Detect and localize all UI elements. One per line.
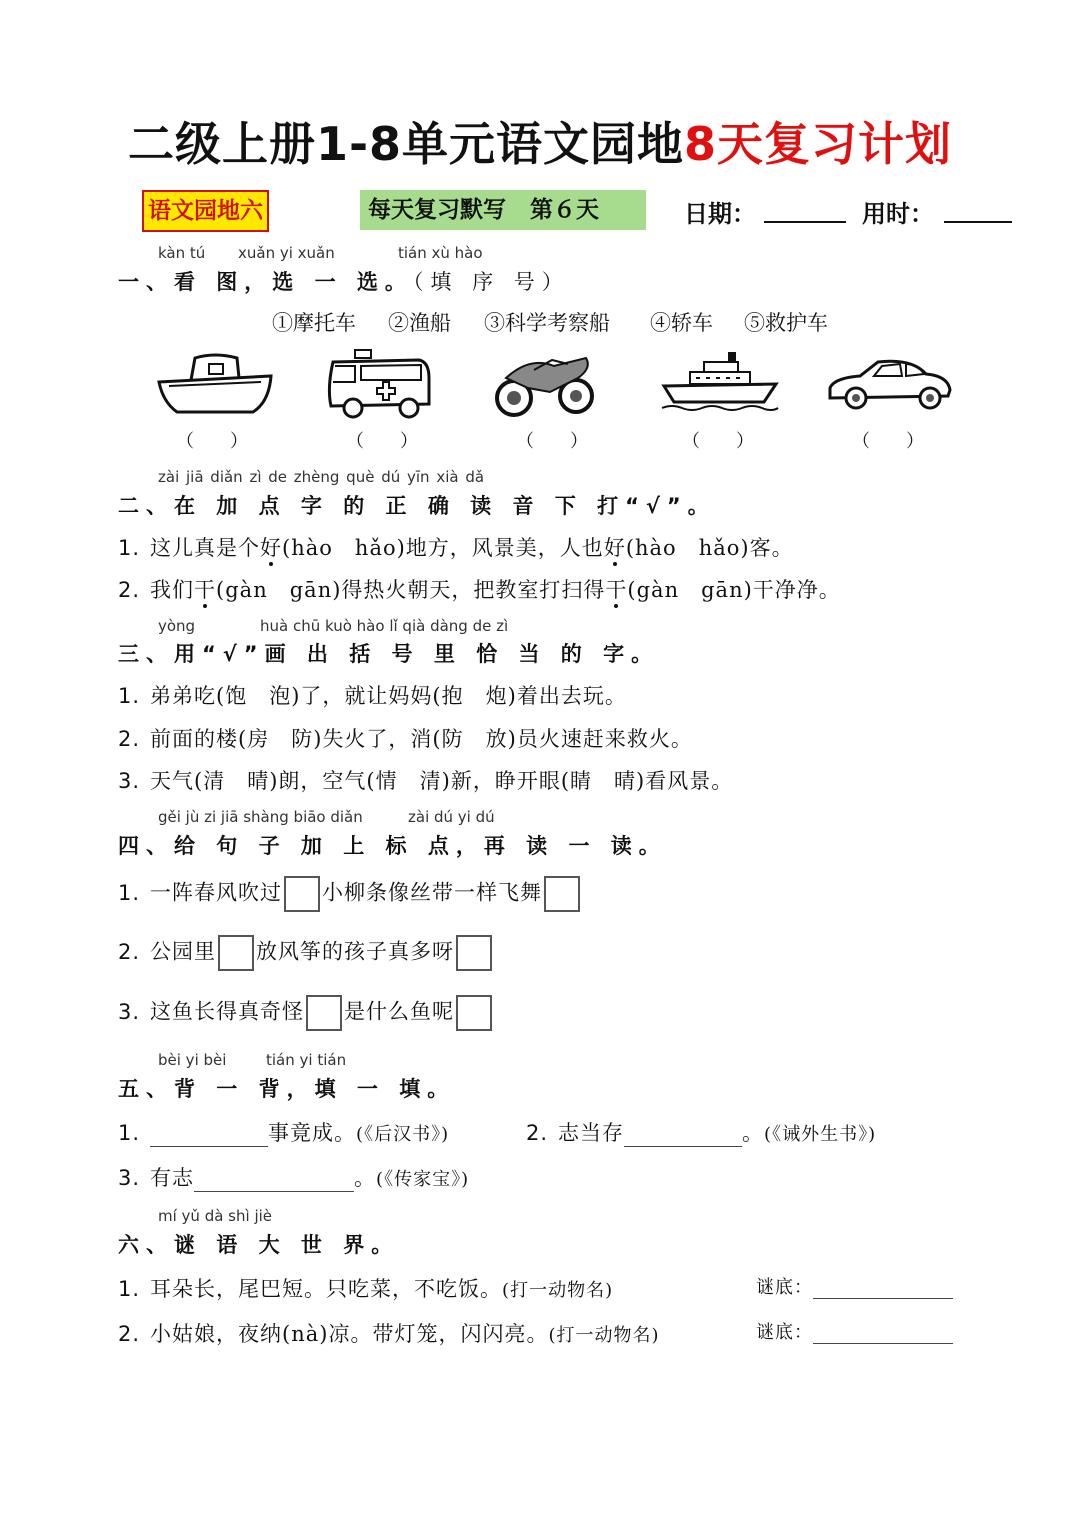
daily-label: 每天复习默写 bbox=[368, 197, 506, 223]
answer-paren-1[interactable]: （ ） bbox=[176, 431, 248, 452]
question-number: 1. bbox=[118, 536, 141, 560]
motorcycle-icon bbox=[494, 348, 598, 420]
s3-question-3[interactable] bbox=[118, 765, 733, 795]
s3-question-2[interactable] bbox=[118, 723, 693, 753]
answer-paren-5[interactable]: （ ） bbox=[852, 431, 924, 452]
punctuation-box[interactable] bbox=[456, 995, 492, 1031]
punctuation-box[interactable] bbox=[218, 935, 254, 971]
riddle-hint: (打一动物名) bbox=[548, 1325, 660, 1346]
source-note: (《传家宝》) bbox=[376, 1169, 470, 1190]
question-number: 1. bbox=[118, 1277, 141, 1301]
answer-label: 谜底： bbox=[756, 1277, 813, 1298]
q-text: 。 bbox=[354, 1166, 377, 1190]
s5-pinyin-2: tián yi tián bbox=[266, 1051, 347, 1069]
fill-blank[interactable] bbox=[624, 1124, 742, 1147]
punctuation-box[interactable] bbox=[456, 935, 492, 971]
q-text: 一阵春风吹过 bbox=[150, 880, 283, 905]
q-text[interactable]: 天气(清 晴)朗，空气(情 清)新，睁开眼(睛 晴)看风景。 bbox=[150, 769, 734, 793]
section-1-heading: 一、看 图，选 一 选。 bbox=[118, 270, 413, 294]
time-label: 用时： bbox=[862, 200, 934, 228]
question-number: 2. bbox=[118, 578, 141, 602]
question-number: 3. bbox=[118, 1166, 141, 1190]
q-text[interactable]: (gàn gān)干净净。 bbox=[627, 578, 841, 602]
daily-banner bbox=[360, 190, 646, 230]
q-text[interactable]: (gàn gān)得热火朝天，把教室打扫得 bbox=[216, 578, 606, 602]
s6-answer-2 bbox=[756, 1318, 953, 1344]
s2-pinyin: zài jiā diǎn zì de zhèng què dú yīn xià dǎ bbox=[158, 468, 485, 486]
question-number: 2. bbox=[118, 939, 141, 964]
s4-pinyin-2: zài dú yi dú bbox=[408, 808, 495, 826]
s5-pinyin-1: bèi yi bèi bbox=[158, 1051, 227, 1069]
q-text: 公园里 bbox=[150, 939, 217, 964]
source-note: (《后汉书》) bbox=[356, 1124, 450, 1145]
q-text: 放风筝的孩子真多呀 bbox=[256, 939, 455, 964]
q-text[interactable]: 前面的楼(房 防)失火了，消(防 放)员火速赶来救火。 bbox=[150, 727, 693, 751]
section-4-title: 四、给 句 子 加 上 标 点，再 读 一 读。 bbox=[118, 834, 667, 858]
q-text: 有志 bbox=[150, 1166, 195, 1190]
section-6-title: 六、谜 语 大 世 界。 bbox=[118, 1233, 400, 1257]
question-number: 1. bbox=[118, 1121, 141, 1145]
riddle-text: 小姑娘，夜纳(nà)凉。带灯笼，闪闪亮。 bbox=[150, 1322, 549, 1346]
s3-pinyin-1: yòng bbox=[158, 617, 196, 635]
question-number: 3. bbox=[118, 769, 141, 793]
date-label: 日期： bbox=[684, 200, 756, 228]
q-text[interactable]: (hào hǎo)地方，风景美，人也 bbox=[282, 536, 604, 560]
q-text: 这鱼长得真奇怪 bbox=[150, 999, 305, 1024]
ambulance-icon bbox=[325, 348, 435, 422]
question-number: 3. bbox=[118, 999, 141, 1024]
section-5-title: 五、背 一 背，填 一 填。 bbox=[118, 1077, 456, 1101]
date-field[interactable] bbox=[764, 221, 846, 223]
fishing-boat-icon bbox=[155, 350, 275, 420]
ship-icon bbox=[660, 348, 780, 414]
question-number: 2. bbox=[118, 727, 141, 751]
s6-pinyin: mí yǔ dà shì jiè bbox=[158, 1207, 273, 1225]
answer-paren-4[interactable]: （ ） bbox=[682, 431, 754, 452]
question-number: 2. bbox=[118, 1322, 141, 1346]
option-3: ③科学考察船 bbox=[484, 311, 610, 335]
q-text: 这儿真是个 bbox=[150, 536, 261, 560]
answer-paren-2[interactable]: （ ） bbox=[346, 431, 418, 452]
q-text: 我们 bbox=[150, 578, 195, 602]
dotted-char: 干 bbox=[605, 578, 628, 602]
s1-pinyin-3: tián xù hào bbox=[398, 244, 483, 262]
s4-question-2 bbox=[118, 935, 494, 971]
s4-question-3 bbox=[118, 995, 494, 1031]
s6-question-1 bbox=[118, 1273, 613, 1303]
car-icon bbox=[826, 356, 954, 412]
day-label: 第６天 bbox=[530, 197, 600, 223]
s2-question-2 bbox=[118, 574, 841, 604]
punctuation-box[interactable] bbox=[544, 876, 580, 912]
question-number: 1. bbox=[118, 684, 141, 708]
title-highlight: 8天复习计划 bbox=[684, 117, 953, 171]
fill-blank[interactable] bbox=[150, 1124, 268, 1147]
punctuation-box[interactable] bbox=[284, 876, 320, 912]
source-note: (《诫外生书》) bbox=[764, 1124, 877, 1145]
dotted-char: 好 bbox=[603, 536, 626, 560]
s6-question-2 bbox=[118, 1318, 660, 1348]
answer-label: 谜底： bbox=[756, 1322, 813, 1343]
s1-pinyin-2: xuǎn yi xuǎn bbox=[238, 244, 335, 262]
q-text[interactable]: (hào hǎo)客。 bbox=[625, 536, 794, 560]
s2-question-1 bbox=[118, 532, 794, 562]
s3-pinyin-2: huà chū kuò hào lǐ qià dàng de zì bbox=[260, 617, 509, 635]
dotted-char: 好 bbox=[260, 536, 283, 560]
section-1-heading-tail: （填 序 号） bbox=[412, 270, 570, 294]
section-2-title: 二、在 加 点 字 的 正 确 读 音 下 打“√”。 bbox=[118, 494, 716, 518]
question-number: 1. bbox=[118, 880, 141, 905]
s1-pinyin-1: kàn tú bbox=[158, 244, 206, 262]
option-4: ④轿车 bbox=[650, 311, 713, 335]
answer-paren-3[interactable]: （ ） bbox=[516, 431, 588, 452]
q-text: 是什么鱼呢 bbox=[344, 999, 455, 1024]
riddle-text: 耳朵长，尾巴短。只吃菜，不吃饭。 bbox=[150, 1277, 503, 1301]
s3-question-1[interactable] bbox=[118, 680, 627, 710]
section-3-title: 三、用“√”画 出 括 号 里 恰 当 的 字。 bbox=[118, 642, 660, 666]
option-5: ⑤救护车 bbox=[744, 311, 828, 335]
answer-blank[interactable] bbox=[813, 1276, 953, 1299]
s5-question-1 bbox=[118, 1117, 449, 1147]
title-main: 二级上册1-8单元语文园地 bbox=[127, 117, 685, 171]
s6-answer-1 bbox=[756, 1273, 953, 1299]
question-number: 2. bbox=[526, 1121, 549, 1145]
fill-blank[interactable] bbox=[194, 1169, 354, 1192]
q-text: 。 bbox=[742, 1121, 765, 1145]
option-2: ②渔船 bbox=[388, 311, 451, 335]
section-1-title bbox=[118, 266, 570, 296]
q-text: 事竟成。 bbox=[268, 1121, 357, 1145]
riddle-hint: (打一动物名) bbox=[502, 1280, 614, 1301]
q-text: 志当存 bbox=[558, 1121, 625, 1145]
page-title bbox=[0, 108, 1080, 174]
s5-question-3 bbox=[118, 1162, 469, 1192]
s5-question-2 bbox=[526, 1117, 876, 1147]
option-1: ①摩托车 bbox=[272, 311, 356, 335]
q-text: 小柳条像丝带一样飞舞 bbox=[322, 880, 543, 905]
punctuation-box[interactable] bbox=[306, 995, 342, 1031]
unit-tag: 语文园地六 bbox=[142, 190, 269, 232]
s4-pinyin-1: gěi jù zi jiā shàng biāo diǎn bbox=[158, 808, 363, 826]
q-text[interactable]: 弟弟吃(饱 泡)了，就让妈妈(抱 炮)着出去玩。 bbox=[150, 684, 627, 708]
answer-blank[interactable] bbox=[813, 1321, 953, 1344]
time-field[interactable] bbox=[944, 221, 1012, 223]
dotted-char: 干 bbox=[194, 578, 217, 602]
s4-question-1 bbox=[118, 876, 582, 912]
